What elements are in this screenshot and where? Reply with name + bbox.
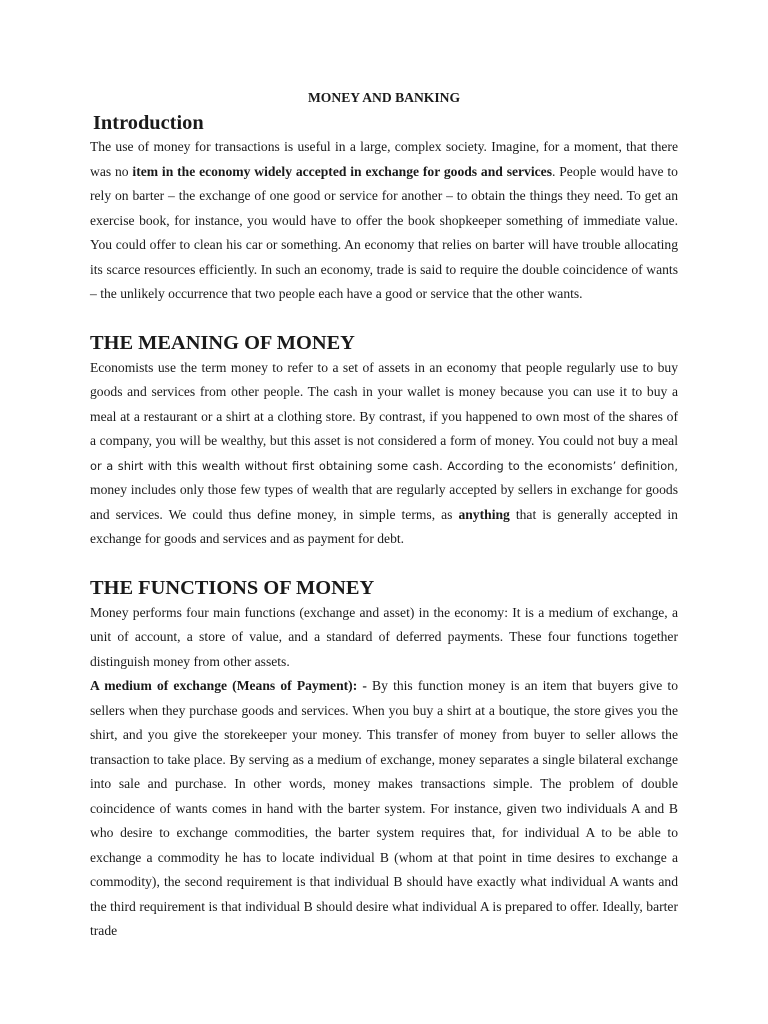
intro-paragraph [90, 135, 678, 307]
intro-bold-1: item in the economy widely accepted in exchange for goods and services [132, 163, 552, 179]
functions-heading: THE FUNCTIONS OF MONEY [90, 577, 375, 599]
medium-of-exchange-paragraph [90, 674, 678, 944]
document-title: MONEY AND BANKING [307, 90, 461, 105]
intro-heading: Introduction [93, 111, 204, 134]
section-spacer [90, 552, 678, 577]
meaning-text-1: Economists use the term money to refer to a set of assets in an economy that people regularly use to buy goods and services from other people. The cash in your wallet is money because you can use it to buy a meal at a restaurant or a shirt at a clothing store. By contrast, if you happened to own most of the shares of a company, you will be wealthy, but this asset is not considered a form of money. You could not buy a meal [90, 359, 678, 448]
meaning-sans-text: or a shirt with this wealth without first obtaining some cash. According to the economists’ definition, [90, 458, 678, 473]
meaning-heading: THE MEANING OF MONEY [90, 332, 355, 354]
document-page [90, 86, 678, 944]
meaning-text-2: money includes only those few types of wealth that are regularly accepted by sellers in exchange for goods and services. We could thus define money, in simple terms, as [90, 482, 678, 522]
meaning-bold-1: anything [458, 506, 510, 522]
intro-text-2: . People would have to rely on barter – the exchange of one good or service for another – to obtain the things they need. To get an exercise book, for instance, you would have to offer the book shopkeeper something of immediate value. You could offer to clean his car or something. An economy that relies on barter will have trouble allocating its scarce resources efficiently. In such an economy, trade is said to require the double coincidence of wants – the unlikely occurrence that two people each have a good or service that the other wants. [90, 163, 678, 301]
meaning-text-3: that is generally accepted in exchange for goods and services and as payment for debt. [90, 506, 678, 546]
intro-text-1: The use of money for transactions is useful in a large, complex society. Imagine, for a moment, that there was no [90, 139, 678, 179]
medium-of-exchange-heading: A medium of exchange (Means of Payment): - [90, 678, 367, 693]
functions-paragraph: Money performs four main functions (exchange and asset) in the economy: It is a medium of exchange, a unit of account, a store of value, and a standard of deferred payments. These four functions together distinguish money from other assets. [90, 604, 678, 669]
section-spacer [90, 307, 678, 332]
medium-of-exchange-text: By this function money is an item that buyers give to sellers when they purchase goods and services. When you buy a shirt at a boutique, the store gives you the shirt, and you give the storekeeper your money. This transfer of money from buyer to seller allows the transaction to take place. By serving as a medium of exchange, money separates a single bilateral exchange into sale and purchase. In other words, money makes transactions simple. The problem of double coincidence of wants comes in hand with the barter system. For instance, given two individuals A and B who desire to exchange commodities, the barter system requires that, for individual A to be able to exchange a commodity he has to locate individual B (whom at that point in time desires to exchange a commodity), the second requirement is that individual B should have exactly what individual A wants and the third requirement is that individual B should desire what individual A is prepared to offer. Ideally, barter trade [90, 678, 678, 938]
meaning-paragraph [90, 356, 678, 552]
